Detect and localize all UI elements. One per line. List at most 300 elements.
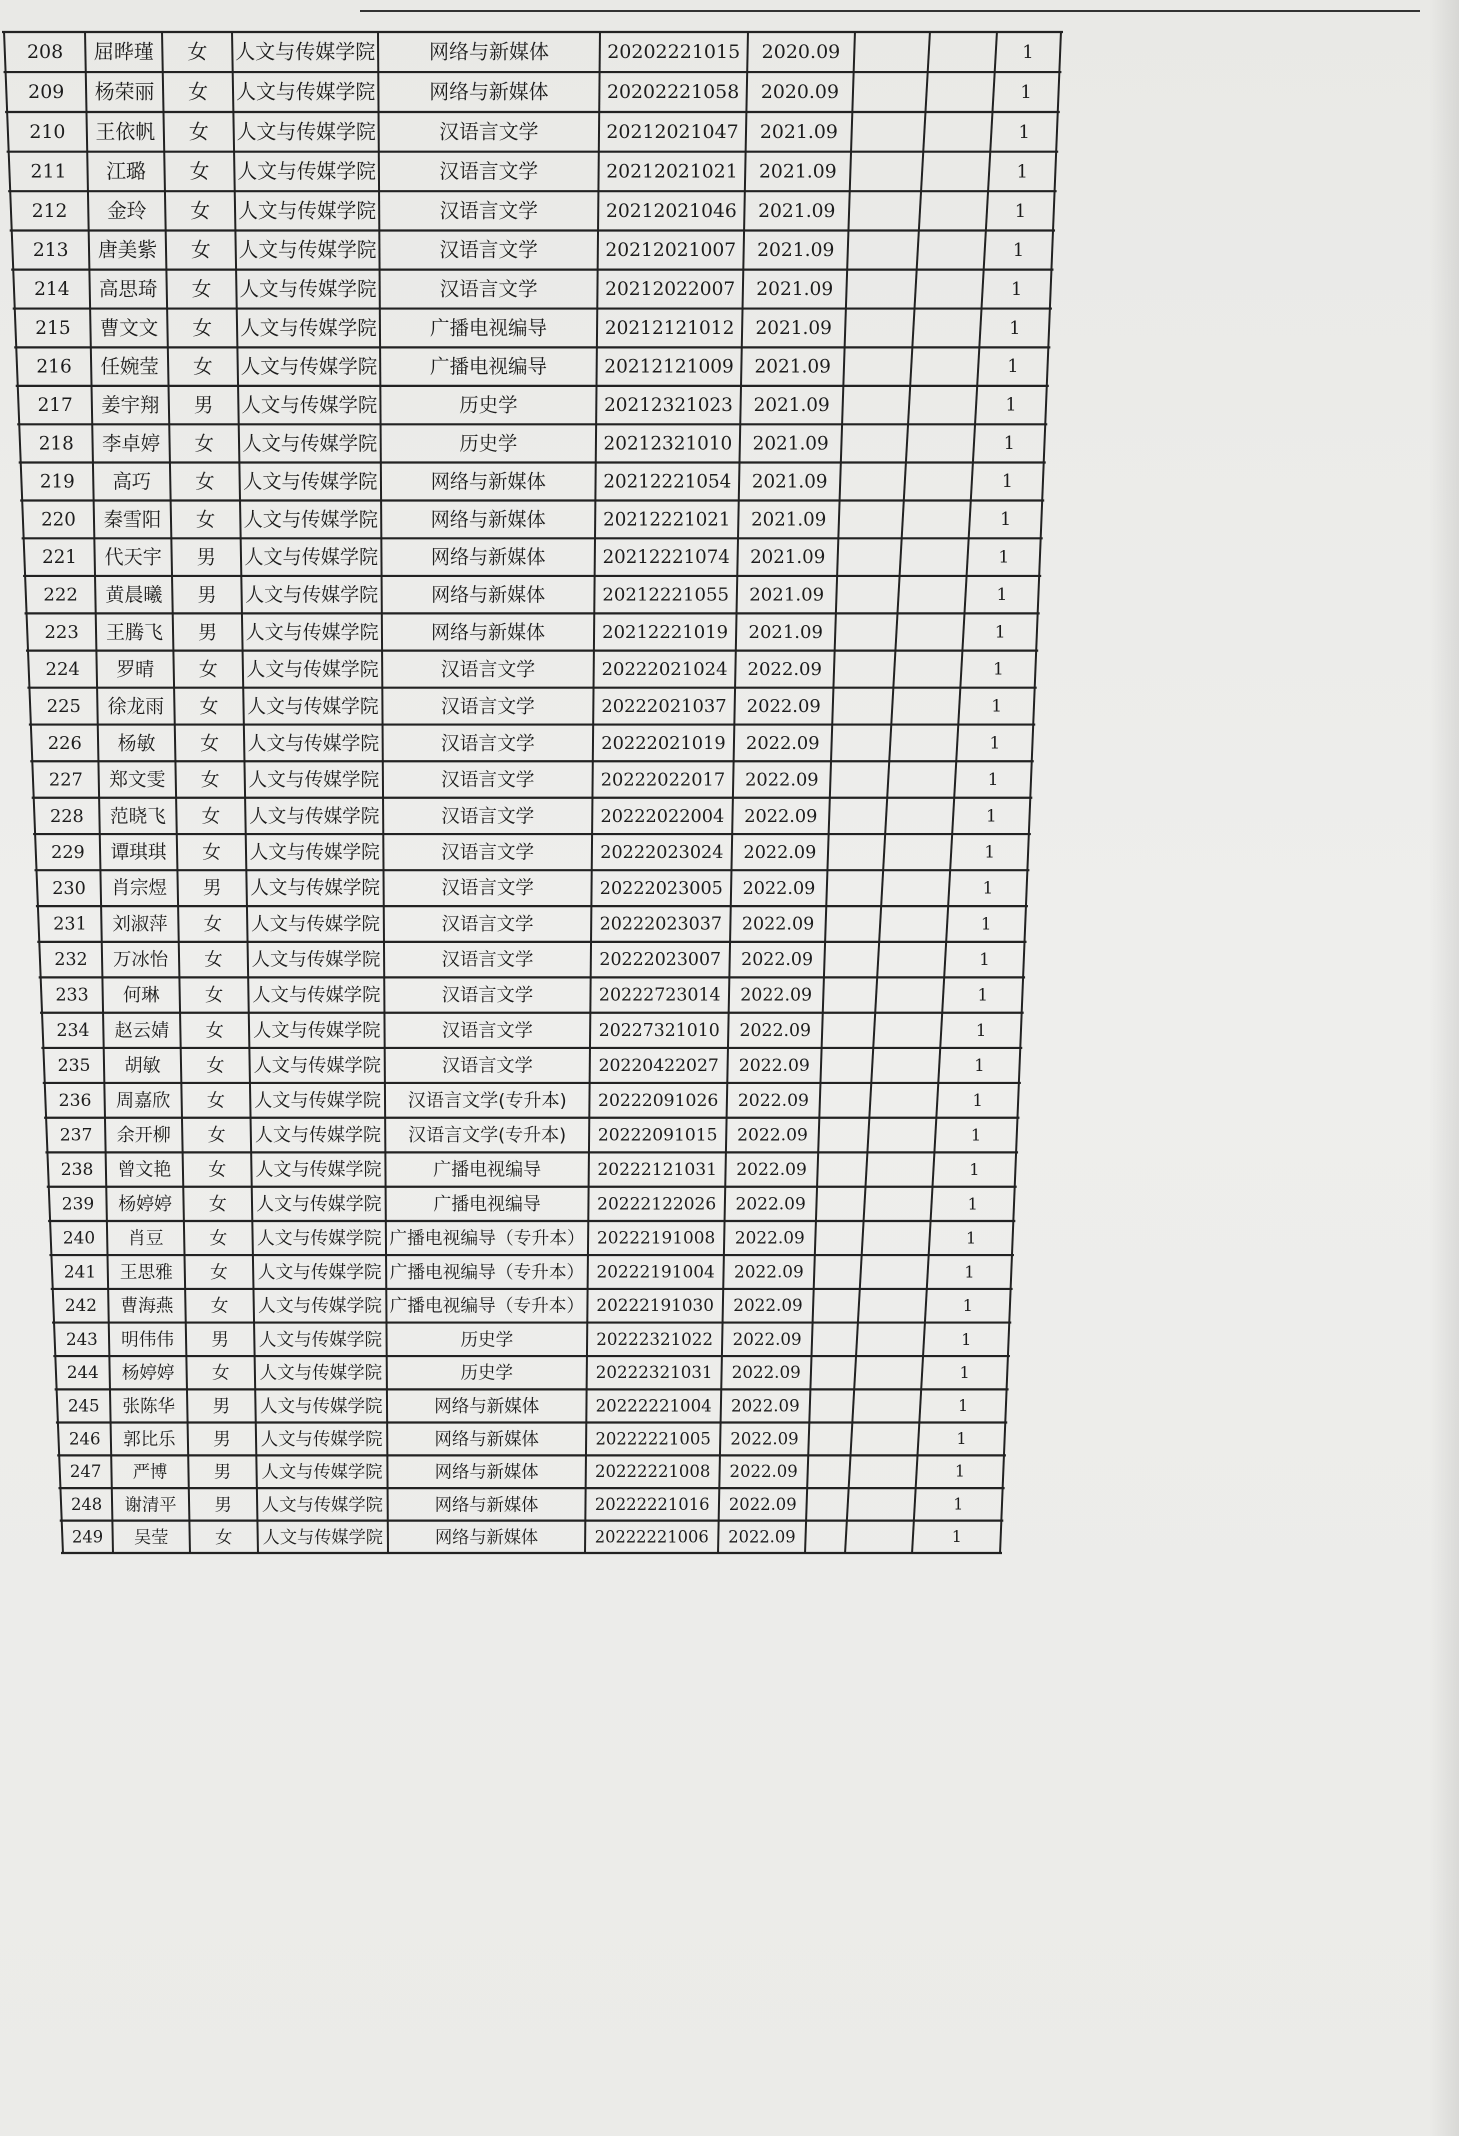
row-number: 245 — [67, 1396, 100, 1416]
table-row — [28, 81, 1032, 104]
student-name: 罗晴 — [116, 658, 155, 681]
enroll-date: 2022.09 — [730, 1429, 799, 1449]
row-number: 220 — [41, 509, 76, 531]
table-row — [34, 278, 1022, 301]
student-name: 何琳 — [122, 985, 160, 1007]
student-gender: 女 — [210, 1262, 228, 1283]
student-college: 人文与传媒学院 — [245, 584, 379, 607]
enroll-date: 2022.09 — [740, 985, 813, 1006]
enroll-date: 2021.09 — [754, 356, 831, 378]
student-name: 代天宇 — [104, 545, 162, 569]
student-major: 汉语言文学(专升本) — [407, 1090, 567, 1112]
count-mark: 1 — [967, 1194, 978, 1214]
student-college: 人文与传媒学院 — [261, 1462, 383, 1483]
table-row — [62, 1193, 978, 1215]
student-name: 黄晨曦 — [105, 584, 163, 607]
count-mark: 1 — [1014, 200, 1027, 222]
student-id: 20222221004 — [595, 1396, 712, 1416]
student-college: 人文与传媒学院 — [256, 1193, 382, 1215]
student-major: 历史学 — [460, 1330, 514, 1351]
student-gender: 男 — [213, 1429, 231, 1450]
table-row — [55, 985, 988, 1006]
row-number: 225 — [46, 696, 81, 718]
enroll-date: 2022.09 — [737, 1125, 808, 1146]
student-name: 王思雅 — [119, 1262, 173, 1283]
student-name: 秦雪阳 — [103, 507, 162, 531]
table-row — [64, 1261, 975, 1283]
row-number: 213 — [32, 240, 69, 262]
enroll-date: 2021.09 — [752, 433, 829, 455]
student-id: 20212221021 — [603, 509, 731, 531]
student-name: 屈晔瑾 — [93, 39, 154, 64]
student-id: 20212221054 — [603, 471, 732, 493]
column-divider — [162, 31, 190, 1554]
student-id: 20222023007 — [599, 950, 722, 971]
student-college: 人文与传媒学院 — [252, 985, 381, 1007]
row-number: 214 — [34, 279, 70, 301]
enroll-date: 2022.09 — [739, 1020, 811, 1041]
student-major: 广播电视编导 — [433, 1159, 542, 1181]
student-name: 徐龙雨 — [107, 696, 165, 718]
student-id: 20212321023 — [604, 395, 733, 417]
student-major: 广播电视编导（专升本） — [389, 1262, 585, 1283]
student-name: 曹海燕 — [120, 1296, 174, 1317]
student-major: 网络与新媒体 — [434, 1527, 539, 1548]
student-name: 王依帆 — [95, 120, 156, 144]
student-gender: 女 — [208, 1193, 227, 1215]
row-number: 243 — [65, 1328, 98, 1349]
student-id: 20212021007 — [605, 240, 737, 262]
student-major: 广播电视编导（专升本） — [389, 1296, 585, 1317]
student-major: 汉语言文学 — [439, 238, 538, 262]
student-name: 万冰怡 — [112, 949, 169, 971]
student-name: 郭比乐 — [123, 1429, 176, 1450]
table-row — [58, 1055, 985, 1076]
count-mark: 1 — [972, 1090, 983, 1110]
student-name: 肖宗煜 — [111, 878, 168, 900]
student-id: 20222191004 — [596, 1261, 715, 1282]
table-row — [33, 239, 1024, 262]
count-mark: 1 — [1001, 471, 1013, 492]
count-mark: 1 — [986, 805, 997, 826]
student-name: 王腾飞 — [106, 621, 164, 644]
enroll-date: 2020.09 — [760, 81, 839, 104]
table-row — [59, 1090, 983, 1111]
enroll-date: 2022.09 — [746, 696, 821, 718]
student-gender: 女 — [206, 1090, 226, 1112]
enroll-date: 2022.09 — [736, 1160, 807, 1181]
row-number: 240 — [62, 1227, 96, 1248]
student-name: 余开柳 — [116, 1125, 171, 1147]
student-gender: 男 — [212, 1396, 231, 1417]
table-row — [68, 1396, 968, 1417]
row-number: 227 — [48, 769, 83, 791]
count-mark: 1 — [959, 1363, 970, 1383]
student-id: 20222122026 — [597, 1194, 717, 1215]
table-row — [38, 394, 1017, 417]
row-number: 218 — [38, 433, 74, 455]
student-college: 人文与传媒学院 — [236, 120, 376, 144]
student-college: 人文与传媒学院 — [235, 39, 376, 64]
student-name: 姜宇翔 — [101, 393, 160, 417]
student-id: 20212021021 — [606, 161, 738, 183]
student-id: 20212221055 — [602, 584, 729, 606]
row-number: 233 — [55, 985, 89, 1006]
student-gender: 男 — [211, 1330, 230, 1351]
enroll-date: 2022.09 — [728, 1494, 797, 1514]
row-number: 249 — [71, 1527, 104, 1547]
student-major: 网络与新媒体 — [428, 39, 549, 64]
count-mark: 1 — [994, 622, 1006, 643]
count-mark: 1 — [1000, 509, 1012, 530]
count-mark: 1 — [962, 1296, 973, 1316]
student-name: 江璐 — [106, 159, 146, 183]
count-mark: 1 — [1009, 318, 1021, 339]
student-name: 杨荣丽 — [94, 80, 155, 104]
student-college: 人文与传媒学院 — [253, 1055, 381, 1077]
student-gender: 女 — [200, 769, 220, 791]
student-college: 人文与传媒学院 — [248, 769, 380, 791]
student-gender: 男 — [214, 1495, 232, 1516]
student-major: 广播电视编导 — [430, 316, 548, 340]
row-number: 237 — [59, 1125, 93, 1146]
student-gender: 女 — [208, 1159, 227, 1181]
enroll-date: 2022.09 — [728, 1527, 796, 1547]
enroll-date: 2022.09 — [731, 1362, 801, 1383]
table-row — [60, 1125, 981, 1146]
student-major: 汉语言文学 — [441, 1020, 533, 1042]
student-id: 20212221019 — [602, 621, 729, 643]
row-number: 228 — [50, 806, 84, 827]
row-number: 212 — [31, 200, 68, 222]
student-gender: 女 — [204, 985, 224, 1007]
student-college: 人文与传媒学院 — [243, 507, 378, 531]
student-major: 汉语言文学 — [441, 878, 534, 900]
student-major: 汉语言文学 — [439, 199, 538, 223]
student-gender: 女 — [193, 355, 213, 379]
student-major: 历史学 — [459, 393, 518, 417]
student-gender: 女 — [212, 1363, 230, 1384]
row-number: 234 — [56, 1020, 90, 1041]
student-gender: 女 — [215, 1527, 233, 1548]
student-gender: 女 — [195, 469, 215, 493]
enroll-date: 2021.09 — [751, 471, 828, 493]
student-major: 汉语言文学(专升本) — [408, 1125, 567, 1147]
enroll-date: 2021.09 — [759, 120, 838, 143]
student-college: 人文与传媒学院 — [255, 1125, 382, 1147]
student-college: 人文与传媒学院 — [253, 1020, 381, 1042]
student-major: 网络与新媒体 — [434, 1429, 539, 1450]
count-mark: 1 — [966, 1228, 977, 1248]
count-mark: 1 — [1007, 357, 1019, 378]
student-name: 曾文艳 — [117, 1159, 172, 1181]
student-id: 20212321010 — [603, 433, 733, 455]
student-gender: 女 — [187, 39, 208, 64]
student-college: 人文与传媒学院 — [251, 913, 380, 935]
student-name: 张陈华 — [122, 1396, 176, 1417]
count-mark: 1 — [998, 547, 1010, 568]
row-number: 211 — [30, 161, 67, 183]
student-major: 网络与新媒体 — [430, 469, 546, 493]
student-college: 人文与传媒学院 — [260, 1429, 383, 1450]
row-number: 235 — [57, 1055, 91, 1076]
table-row — [31, 160, 1028, 183]
table-row — [65, 1295, 973, 1317]
student-college: 人文与传媒学院 — [262, 1527, 383, 1548]
row-number: 222 — [43, 584, 78, 606]
row-number: 229 — [51, 843, 85, 864]
student-gender: 女 — [202, 842, 221, 864]
table-row — [50, 805, 997, 827]
student-name: 李卓婷 — [102, 431, 160, 455]
student-id: 20222023005 — [599, 879, 723, 900]
student-major: 汉语言文学 — [440, 696, 535, 718]
enroll-date: 2021.09 — [757, 240, 835, 262]
student-gender: 男 — [197, 584, 217, 607]
row-number: 208 — [26, 41, 64, 64]
student-college: 人文与传媒学院 — [242, 431, 378, 455]
student-id: 20222121031 — [597, 1160, 717, 1181]
table-row — [46, 659, 1004, 681]
table-row — [57, 1020, 987, 1041]
count-mark: 1 — [958, 1395, 969, 1415]
student-major: 汉语言文学 — [441, 806, 535, 828]
enroll-date: 2022.09 — [733, 1261, 804, 1282]
student-id: 20212022007 — [605, 279, 736, 301]
student-major: 历史学 — [459, 431, 518, 455]
student-major: 汉语言文学 — [441, 769, 535, 791]
student-gender: 女 — [196, 507, 216, 531]
student-id: 20222723014 — [598, 985, 721, 1006]
student-major: 汉语言文学 — [440, 658, 536, 681]
student-id: 20222021037 — [601, 696, 727, 718]
table-row — [35, 316, 1020, 339]
row-number: 238 — [60, 1160, 94, 1181]
student-id: 20212021046 — [605, 200, 737, 222]
enroll-date: 2022.09 — [746, 732, 820, 754]
student-college: 人文与传媒学院 — [250, 878, 380, 900]
row-number: 216 — [36, 356, 72, 378]
student-id: 20212021047 — [606, 120, 739, 143]
row-number: 248 — [70, 1494, 103, 1514]
table-row — [61, 1160, 980, 1181]
student-name: 高巧 — [112, 469, 151, 493]
count-mark: 1 — [969, 1160, 980, 1180]
student-gender: 女 — [189, 159, 210, 183]
column-divider — [585, 31, 600, 1554]
table-row — [42, 546, 1009, 569]
enroll-date: 2022.09 — [745, 769, 819, 791]
enroll-date: 2021.09 — [749, 584, 825, 606]
table-row — [69, 1429, 966, 1450]
table-row — [53, 914, 991, 935]
student-id: 20222221008 — [594, 1462, 711, 1482]
column-divider — [912, 31, 997, 1554]
count-mark: 1 — [961, 1329, 972, 1349]
count-mark: 1 — [996, 585, 1008, 606]
student-name: 刘淑萍 — [112, 913, 168, 935]
enroll-date: 2021.09 — [758, 161, 837, 183]
student-gender: 女 — [199, 696, 219, 718]
table-row — [43, 584, 1007, 606]
count-mark: 1 — [964, 1262, 975, 1282]
student-name: 杨敏 — [117, 733, 156, 755]
student-college: 人文与传媒学院 — [261, 1495, 383, 1516]
row-number: 221 — [42, 547, 77, 569]
table-row — [47, 696, 1002, 718]
count-mark: 1 — [1012, 241, 1025, 262]
student-gender: 女 — [201, 806, 221, 828]
student-name: 周嘉欣 — [116, 1090, 171, 1112]
enroll-date: 2021.09 — [755, 317, 832, 339]
row-number: 236 — [58, 1090, 92, 1111]
student-id: 20222022017 — [600, 769, 726, 791]
student-name: 谢清平 — [124, 1495, 177, 1516]
student-id: 20222221016 — [594, 1494, 710, 1514]
student-major: 历史学 — [460, 1363, 514, 1384]
student-name: 范晓飞 — [110, 806, 166, 828]
table-row — [67, 1362, 970, 1384]
student-gender: 男 — [193, 393, 214, 417]
count-mark: 1 — [951, 1527, 962, 1546]
count-mark: 1 — [956, 1428, 967, 1448]
table-row — [40, 470, 1013, 493]
enroll-date: 2021.09 — [750, 547, 826, 569]
student-gender: 女 — [191, 277, 212, 301]
enroll-date: 2022.09 — [743, 843, 817, 864]
enroll-date: 2020.09 — [761, 41, 841, 64]
student-college: 人文与传媒学院 — [246, 658, 379, 681]
count-mark: 1 — [991, 696, 1003, 717]
student-major: 网络与新媒体 — [429, 80, 549, 104]
table-row — [29, 120, 1030, 143]
enroll-date: 2022.09 — [741, 950, 814, 971]
student-major: 广播电视编导（专升本） — [389, 1228, 585, 1250]
student-id: 20222221005 — [595, 1429, 711, 1449]
student-id: 20222321031 — [595, 1362, 713, 1383]
student-major: 网络与新媒体 — [434, 1396, 540, 1417]
enroll-date: 2021.09 — [751, 509, 827, 531]
student-college: 人文与传媒学院 — [259, 1363, 383, 1384]
student-gender: 女 — [207, 1125, 226, 1147]
count-mark: 1 — [977, 985, 989, 1005]
count-mark: 1 — [979, 950, 990, 970]
student-college: 人文与传媒学院 — [240, 316, 377, 340]
student-college: 人文与传媒学院 — [247, 696, 379, 718]
table-row — [52, 878, 993, 899]
student-gender: 女 — [205, 1020, 224, 1042]
count-mark: 1 — [984, 841, 995, 862]
count-mark: 1 — [982, 878, 994, 898]
student-college: 人文与传媒学院 — [254, 1090, 381, 1112]
student-gender: 女 — [200, 733, 220, 755]
table-row — [72, 1527, 962, 1548]
row-number: 232 — [54, 950, 88, 971]
student-gender: 男 — [202, 878, 222, 900]
student-major: 汉语言文学 — [441, 985, 534, 1007]
count-mark: 1 — [954, 1462, 965, 1481]
student-college: 人文与传媒学院 — [239, 277, 377, 301]
student-college: 人文与传媒学院 — [258, 1330, 383, 1351]
row-number: 223 — [44, 621, 79, 643]
row-number: 244 — [66, 1362, 99, 1383]
student-id: 20222191030 — [596, 1295, 714, 1316]
row-number: 215 — [35, 317, 71, 339]
student-college: 人文与传媒学院 — [247, 733, 380, 755]
enroll-date: 2022.09 — [742, 879, 816, 900]
column-divider — [845, 31, 930, 1554]
row-number: 242 — [64, 1295, 97, 1316]
enroll-date: 2022.09 — [747, 659, 822, 681]
student-name: 唐美紫 — [97, 238, 158, 262]
student-college: 人文与传媒学院 — [240, 355, 378, 379]
student-id: 20227321010 — [598, 1020, 720, 1041]
student-college: 人文与传媒学院 — [249, 842, 380, 864]
student-id: 20222023037 — [599, 914, 723, 935]
student-major: 广播电视编导 — [433, 1193, 541, 1215]
row-number: 209 — [28, 81, 65, 104]
student-name: 肖豆 — [127, 1228, 164, 1250]
student-name: 曹文文 — [99, 316, 159, 340]
enroll-date: 2022.09 — [738, 1055, 810, 1076]
student-name: 高思琦 — [98, 277, 158, 301]
student-gender: 女 — [194, 431, 214, 455]
table-row — [51, 842, 995, 864]
student-id: 20202221015 — [607, 41, 741, 64]
table-row — [70, 1462, 965, 1483]
enroll-date: 2022.09 — [734, 1227, 805, 1248]
student-major: 汉语言文学 — [441, 949, 534, 971]
row-number: 219 — [39, 471, 75, 493]
count-mark: 1 — [974, 1055, 985, 1075]
student-gender: 男 — [198, 621, 218, 644]
table-row — [54, 950, 989, 971]
count-mark: 1 — [1011, 280, 1023, 301]
student-college: 人文与传媒学院 — [258, 1296, 382, 1317]
row-number: 230 — [52, 879, 86, 900]
student-gender: 女 — [190, 199, 211, 223]
student-name: 胡敏 — [124, 1055, 161, 1077]
row-number: 241 — [63, 1261, 97, 1282]
count-mark: 1 — [989, 732, 1001, 753]
count-mark: 1 — [970, 1125, 982, 1145]
student-major: 汉语言文学 — [439, 277, 538, 301]
student-gender: 女 — [203, 913, 223, 935]
student-id: 20212121012 — [604, 317, 735, 339]
student-college: 人文与传媒学院 — [249, 806, 380, 828]
enroll-date: 2022.09 — [735, 1194, 806, 1215]
student-college: 人文与传媒学院 — [243, 469, 378, 493]
table-row — [27, 40, 1034, 64]
enroll-date: 2021.09 — [756, 279, 834, 301]
student-college: 人文与传媒学院 — [257, 1262, 382, 1283]
student-major: 汉语言文学 — [441, 913, 534, 935]
student-college: 人文与传媒学院 — [255, 1159, 382, 1181]
row-number: 239 — [61, 1194, 95, 1215]
student-name: 郑文雯 — [109, 769, 166, 791]
enroll-date: 2021.09 — [758, 200, 836, 222]
student-id: 20222021024 — [601, 659, 728, 681]
count-mark: 1 — [1016, 161, 1028, 183]
student-major: 汉语言文学 — [439, 120, 539, 144]
student-gender: 女 — [192, 316, 213, 340]
student-college: 人文与传媒学院 — [238, 238, 377, 262]
student-gender: 女 — [206, 1055, 225, 1077]
page-edge-shadow — [1429, 0, 1459, 2136]
student-major: 汉语言文学 — [440, 733, 535, 755]
student-id: 20222023024 — [600, 843, 724, 864]
row-number: 247 — [69, 1462, 102, 1482]
